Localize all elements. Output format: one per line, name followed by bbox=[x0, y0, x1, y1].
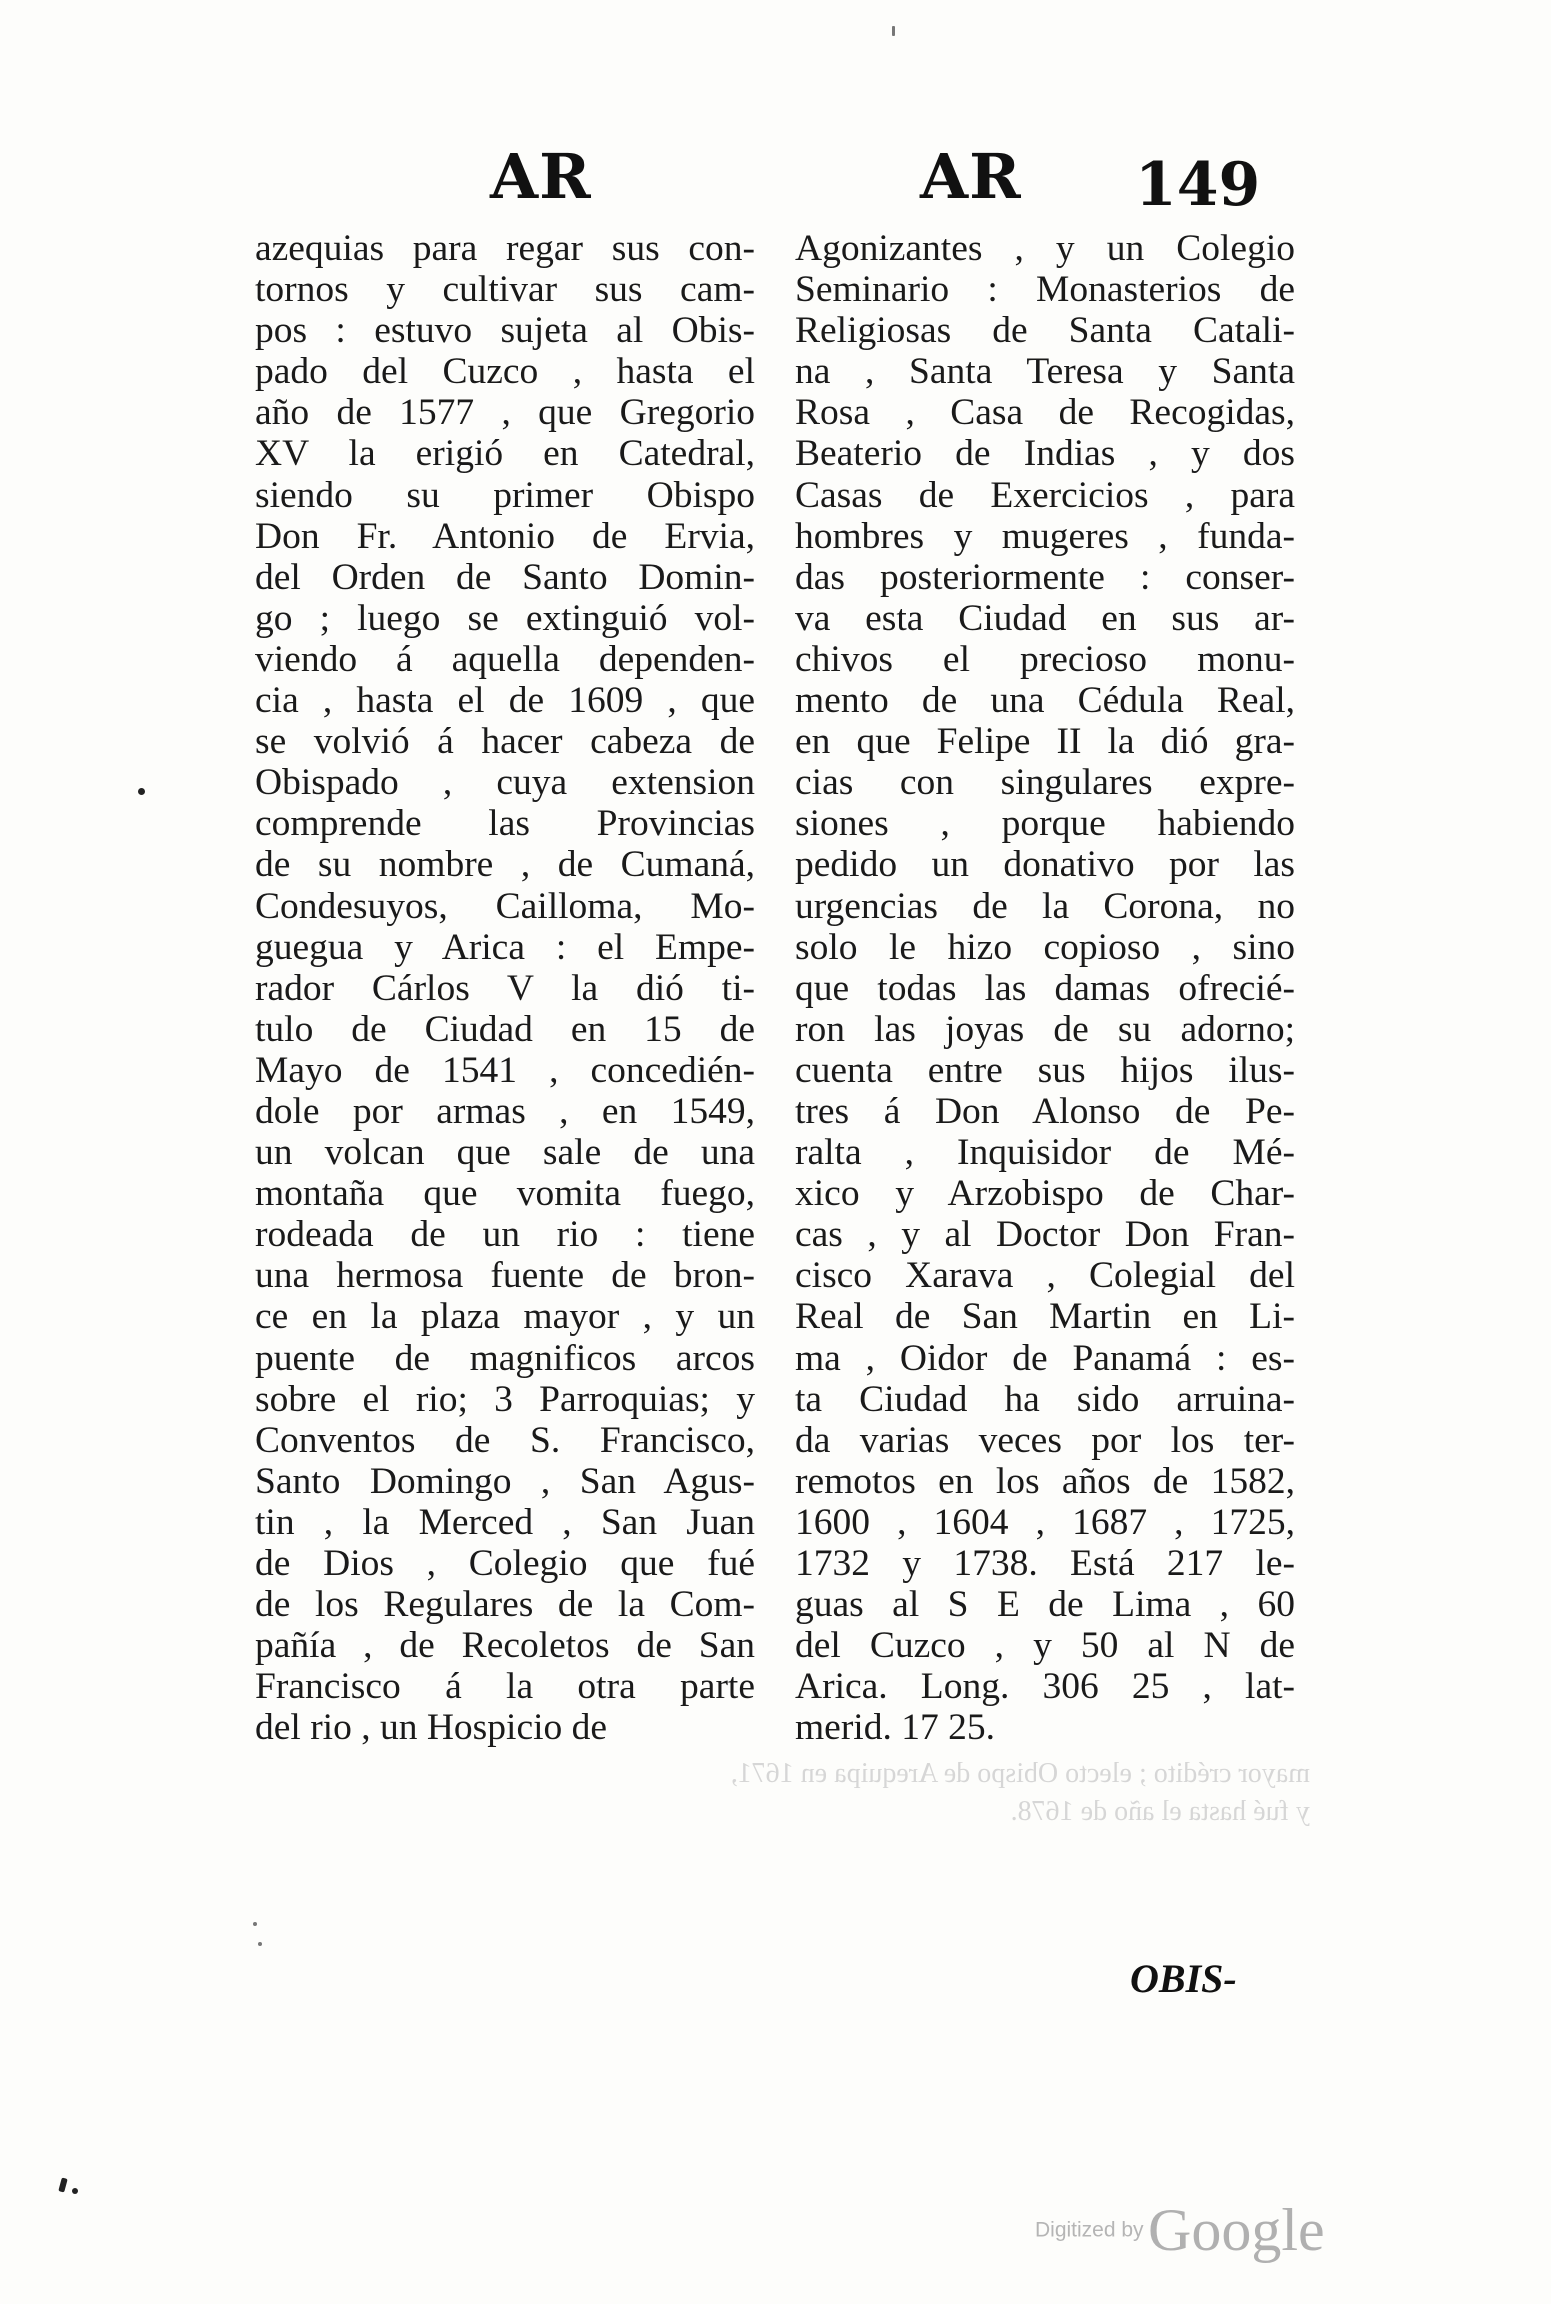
text-line: rodeada de un rio : tiene bbox=[255, 1214, 755, 1256]
text-line: chivos el precioso monu- bbox=[795, 638, 1295, 680]
bleed-through-text bbox=[210, 1755, 1310, 1831]
text-line: ma , Oidor de Panamá : es- bbox=[795, 1337, 1295, 1379]
right-text-column bbox=[795, 228, 1295, 1748]
catchword: OBIS- bbox=[1130, 1956, 1237, 2001]
text-line: se volvió á hacer cabeza de bbox=[255, 721, 755, 763]
text-line: pado del Cuzco , hasta el bbox=[255, 351, 755, 393]
text-line: en que Felipe II la dió gra- bbox=[795, 721, 1295, 763]
text-line: azequias para regar sus con- bbox=[255, 228, 755, 269]
text-line: mento de una Cédula Real, bbox=[795, 680, 1295, 722]
text-line: ce en la plaza mayor , y un bbox=[255, 1296, 755, 1338]
text-line: hombres y mugeres , funda- bbox=[795, 515, 1295, 557]
text-line: pañía , de Recoletos de San bbox=[255, 1625, 755, 1667]
left-text-column bbox=[255, 228, 755, 1748]
text-line: Arica. Long. 306 25 , lat- bbox=[795, 1666, 1295, 1708]
text-line: sobre el rio; 3 Parroquias; y bbox=[255, 1378, 755, 1420]
ink-speck bbox=[892, 26, 895, 36]
text-line: Seminario : Monasterios de bbox=[795, 269, 1295, 311]
text-line: tres á Don Alonso de Pe- bbox=[795, 1090, 1295, 1132]
text-line: Don Fr. Antonio de Ervia, bbox=[255, 515, 755, 557]
text-line: ron las joyas de su adorno; bbox=[795, 1008, 1295, 1050]
text-line: xico y Arzobispo de Char- bbox=[795, 1173, 1295, 1215]
text-line: montaña que vomita fuego, bbox=[255, 1173, 755, 1215]
google-logo: Google bbox=[1148, 2197, 1325, 2263]
text-line: Mayo de 1541 , concedién- bbox=[255, 1049, 755, 1091]
text-line: de los Regulares de la Com- bbox=[255, 1584, 755, 1626]
text-line: siendo su primer Obispo bbox=[255, 474, 755, 516]
text-line: puente de magnificos arcos bbox=[255, 1337, 755, 1379]
text-line: guegua y Arica : el Empe- bbox=[255, 926, 755, 968]
text-line: rador Cárlos V la dió ti- bbox=[255, 967, 755, 1009]
text-line: Obispado , cuya extension bbox=[255, 762, 755, 804]
text-line: Condesuyos, Cailloma, Mo- bbox=[255, 885, 755, 927]
text-line: da varias veces por los ter- bbox=[795, 1419, 1295, 1461]
text-line: del Orden de Santo Domin- bbox=[255, 556, 755, 598]
bleed-through-line: y fué hasta el año de 1678. bbox=[1010, 1796, 1310, 1827]
page-number: 149 bbox=[1135, 150, 1261, 220]
text-line: pedido un donativo por las bbox=[795, 844, 1295, 886]
text-line: na , Santa Teresa y Santa bbox=[795, 351, 1295, 393]
text-line: tin , la Merced , San Juan bbox=[255, 1501, 755, 1543]
text-line: Francisco á la otra parte bbox=[255, 1666, 755, 1708]
text-line: solo le hizo copioso , sino bbox=[795, 926, 1295, 968]
text-line: Agonizantes , y un Colegio bbox=[795, 228, 1295, 269]
text-line: tornos y cultivar sus cam- bbox=[255, 269, 755, 311]
text-line: dole por armas , en 1549, bbox=[255, 1090, 755, 1132]
text-line: del Cuzco , y 50 al N de bbox=[795, 1625, 1295, 1667]
text-line: que todas las damas ofrecié- bbox=[795, 967, 1295, 1009]
text-line: cia , hasta el de 1609 , que bbox=[255, 680, 755, 722]
text-line: Real de San Martin en Li- bbox=[795, 1296, 1295, 1338]
text-line: ta Ciudad ha sido arruina- bbox=[795, 1378, 1295, 1420]
text-line: 1600 , 1604 , 1687 , 1725, bbox=[795, 1501, 1295, 1543]
text-line: 1732 y 1738. Está 217 le- bbox=[795, 1543, 1295, 1584]
text-line: pos : estuvo sujeta al Obis- bbox=[255, 310, 755, 352]
ink-speck bbox=[58, 2177, 67, 2192]
bleed-through-line: mayor crédito ; electo Obispo de Arequipa en 1671, bbox=[730, 1758, 1310, 1789]
text-line: siones , porque habiendo bbox=[795, 803, 1295, 845]
text-line: Beaterio de Indias , y dos bbox=[795, 433, 1295, 475]
text-line: guas al S E de Lima , 60 bbox=[795, 1584, 1295, 1626]
ink-speck bbox=[72, 2188, 78, 2194]
text-line: un volcan que sale de una bbox=[255, 1132, 755, 1174]
text-line: va esta Ciudad en sus ar- bbox=[795, 597, 1295, 639]
text-line: tulo de Ciudad en 15 de bbox=[255, 1008, 755, 1050]
text-line: Santo Domingo , San Agus- bbox=[255, 1460, 755, 1502]
text-line: cisco Xarava , Colegial del bbox=[795, 1255, 1295, 1297]
text-line: Rosa , Casa de Recogidas, bbox=[795, 392, 1295, 434]
text-line: remotos en los años de 1582, bbox=[795, 1460, 1295, 1502]
text-line: go ; luego se extinguió vol- bbox=[255, 597, 755, 639]
running-head-left: AR bbox=[490, 140, 592, 213]
ink-speck bbox=[258, 1942, 262, 1946]
text-line: del rio , un Hospicio de bbox=[255, 1707, 608, 1749]
text-line: de Dios , Colegio que fué bbox=[255, 1543, 755, 1584]
ink-speck bbox=[138, 788, 145, 795]
text-line: una hermosa fuente de bron- bbox=[255, 1255, 755, 1297]
text-line: merid. 17 25. bbox=[795, 1707, 995, 1749]
text-line: cuenta entre sus hijos ilus- bbox=[795, 1049, 1295, 1091]
text-line: Conventos de S. Francisco, bbox=[255, 1419, 755, 1461]
text-line: ralta , Inquisidor de Mé- bbox=[795, 1132, 1295, 1174]
text-line: viendo á aquella dependen- bbox=[255, 638, 755, 680]
text-line: año de 1577 , que Gregorio bbox=[255, 392, 755, 434]
text-line: comprende las Provincias bbox=[255, 803, 755, 845]
text-line: cas , y al Doctor Don Fran- bbox=[795, 1214, 1295, 1256]
text-line: das posteriormente : conser- bbox=[795, 556, 1295, 598]
text-line: XV la erigió en Catedral, bbox=[255, 433, 755, 475]
text-line: de su nombre , de Cumaná, bbox=[255, 844, 755, 886]
ink-speck bbox=[253, 1922, 257, 1926]
text-line: Casas de Exercicios , para bbox=[795, 474, 1295, 516]
text-line: cias con singulares expre- bbox=[795, 762, 1295, 804]
running-head-right: AR bbox=[920, 140, 1022, 213]
digitized-by-label: Digitized by bbox=[1035, 2218, 1144, 2242]
google-digitized-watermark bbox=[1035, 2196, 1325, 2265]
text-line: urgencias de la Corona, no bbox=[795, 885, 1295, 927]
text-line: Religiosas de Santa Catali- bbox=[795, 310, 1295, 352]
